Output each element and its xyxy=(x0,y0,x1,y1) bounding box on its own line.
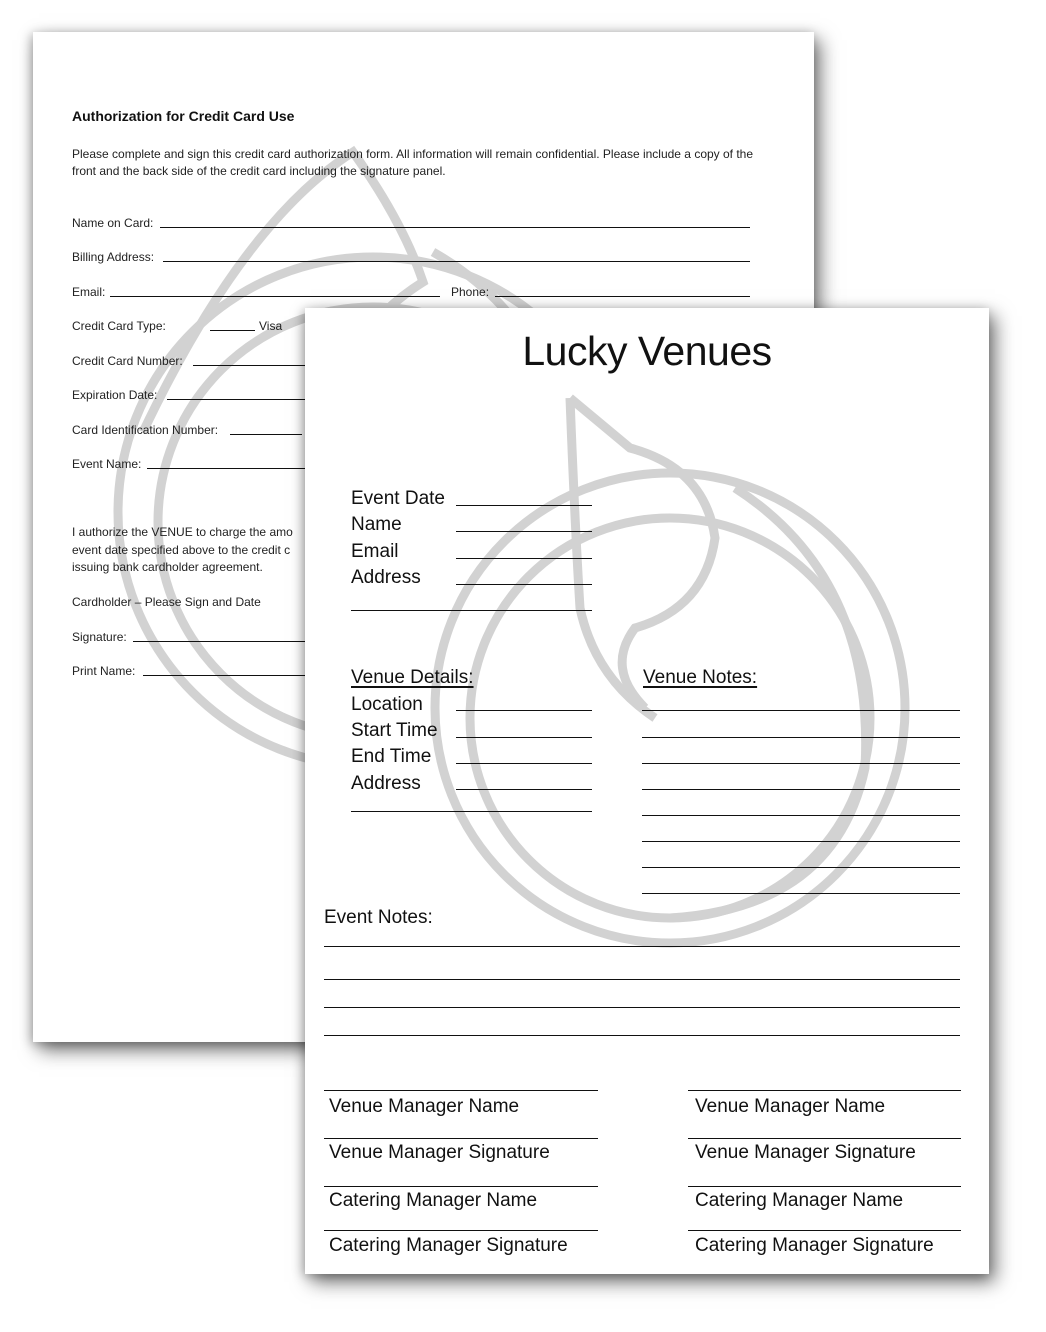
venue-manager-name-label-right: Venue Manager Name xyxy=(695,1096,886,1117)
venue-notes-line[interactable] xyxy=(642,789,960,790)
authorization-paragraph xyxy=(72,524,312,577)
venue-notes-line[interactable] xyxy=(642,737,960,738)
venue-address-field-line-2[interactable] xyxy=(351,811,592,812)
billing-address-field[interactable] xyxy=(163,261,750,262)
venue-notes-line[interactable] xyxy=(642,893,960,894)
venue-manager-signature-line-left[interactable] xyxy=(324,1138,598,1139)
end-time-field[interactable] xyxy=(456,763,592,764)
card-id-field[interactable] xyxy=(230,434,302,435)
venue-manager-name-label-left: Venue Manager Name xyxy=(329,1096,520,1117)
phone-label: Phone: xyxy=(451,285,490,299)
email-label: Email: xyxy=(72,285,106,299)
email-label: Email xyxy=(351,541,399,562)
venue-manager-name-line-right[interactable] xyxy=(688,1090,961,1091)
name-field[interactable] xyxy=(456,531,592,532)
end-time-label: End Time xyxy=(351,746,432,767)
venue-address-label: Address xyxy=(351,773,421,794)
form-intro: Please complete and sign this credit card authorization form. All information will remain confidential. Please include a copy of the front and the back side of the credit card including the signature panel. xyxy=(72,147,754,178)
venue-notes-line[interactable] xyxy=(642,815,960,816)
card-id-label: Card Identification Number: xyxy=(72,423,219,437)
location-field[interactable] xyxy=(456,710,592,711)
phone-field[interactable] xyxy=(495,296,750,297)
address-field-line-2[interactable] xyxy=(351,610,592,611)
address-field[interactable] xyxy=(456,584,592,585)
authorize-line-3: issuing bank cardholder agreement. xyxy=(72,560,263,574)
name-label: Name xyxy=(351,514,402,535)
card-number-field[interactable] xyxy=(193,365,308,366)
authorize-line-2: event date specified above to the credit c xyxy=(72,542,291,557)
catering-manager-signature-label-right: Catering Manager Signature xyxy=(695,1235,934,1256)
venue-manager-signature-label-left: Venue Manager Signature xyxy=(329,1142,550,1163)
form-title: Authorization for Credit Card Use xyxy=(72,108,295,124)
event-notes-line[interactable] xyxy=(324,1035,960,1036)
catering-manager-name-line-right[interactable] xyxy=(688,1186,961,1187)
name-on-card-label: Name on Card: xyxy=(72,216,154,230)
page-title: Lucky Venues xyxy=(522,328,772,374)
venue-notes-line[interactable] xyxy=(642,867,960,868)
event-notes-line[interactable] xyxy=(324,1007,960,1008)
event-date-label: Event Date xyxy=(351,488,445,509)
catering-manager-name-label-left: Catering Manager Name xyxy=(329,1190,538,1211)
signature-label: Signature: xyxy=(72,630,127,644)
visa-checkbox-line[interactable] xyxy=(210,330,255,331)
catering-manager-name-line-left[interactable] xyxy=(324,1186,598,1187)
signature-field[interactable] xyxy=(133,641,308,642)
venue-manager-signature-line-right[interactable] xyxy=(688,1138,961,1139)
catering-manager-signature-line-right[interactable] xyxy=(688,1230,961,1231)
cardholder-label: Cardholder – Please Sign and Date xyxy=(72,595,261,609)
venue-address-field[interactable] xyxy=(456,789,592,790)
event-notes-line[interactable] xyxy=(324,979,960,980)
event-date-field[interactable] xyxy=(456,505,592,506)
visa-label: Visa xyxy=(259,319,283,333)
print-name-label: Print Name: xyxy=(72,664,136,678)
location-label: Location xyxy=(351,694,423,715)
catering-manager-name-label-right: Catering Manager Name xyxy=(695,1190,904,1211)
email-field[interactable] xyxy=(110,296,440,297)
authorize-line-1: I authorize the VENUE to charge the amo xyxy=(72,525,293,539)
venue-manager-signature-label-right: Venue Manager Signature xyxy=(695,1142,916,1163)
venue-notes-line[interactable] xyxy=(642,841,960,842)
venue-details-heading: Venue Details: xyxy=(351,667,474,688)
print-name-field[interactable] xyxy=(143,675,308,676)
address-label: Address xyxy=(351,567,421,588)
catering-manager-signature-label-left: Catering Manager Signature xyxy=(329,1235,568,1256)
venue-notes-heading: Venue Notes: xyxy=(643,667,758,688)
lucky-venues-sheet xyxy=(305,308,989,1274)
venue-notes-line[interactable] xyxy=(642,710,960,711)
start-time-label: Start Time xyxy=(351,720,438,741)
event-name-field[interactable] xyxy=(147,468,307,469)
venue-manager-name-line-left[interactable] xyxy=(324,1090,598,1091)
venue-notes-line[interactable] xyxy=(642,763,960,764)
billing-address-label: Billing Address: xyxy=(72,250,155,264)
catering-manager-signature-line-left[interactable] xyxy=(324,1230,598,1231)
event-notes-line[interactable] xyxy=(324,946,960,947)
start-time-field[interactable] xyxy=(456,737,592,738)
name-on-card-field[interactable] xyxy=(160,227,750,228)
email-field[interactable] xyxy=(456,558,592,559)
card-type-label: Credit Card Type: xyxy=(72,319,166,333)
event-name-label: Event Name: xyxy=(72,457,142,471)
expiration-field[interactable] xyxy=(167,399,307,400)
expiration-label: Expiration Date: xyxy=(72,388,158,402)
event-notes-heading: Event Notes: xyxy=(324,907,433,928)
card-number-label: Credit Card Number: xyxy=(72,354,183,368)
